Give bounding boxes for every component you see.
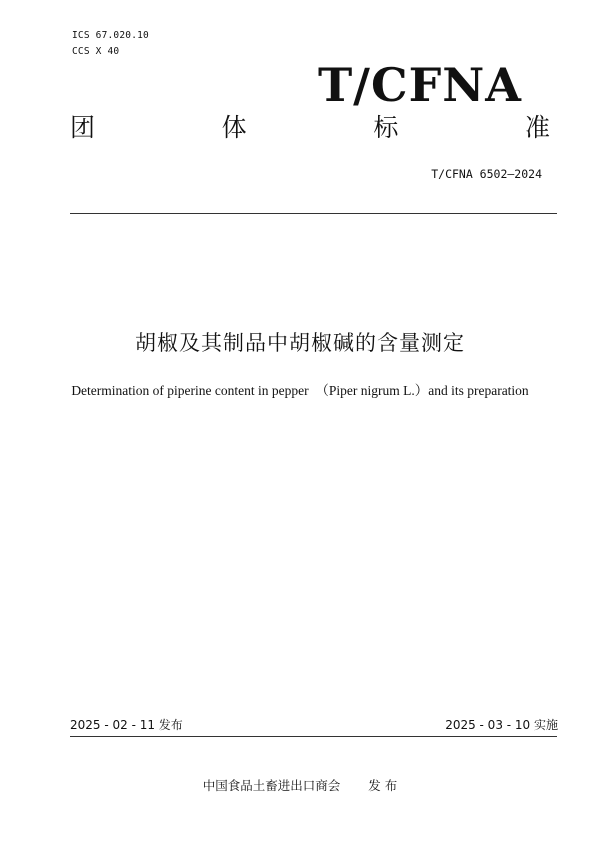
header-divider xyxy=(70,213,557,214)
cfna-logo: T/CFNA xyxy=(317,58,522,112)
english-title: Determination of piperine content in pepper （Piper nigrum L.）and its preparation xyxy=(71,383,529,398)
standard-type-char: 团 xyxy=(70,113,96,142)
release-date: 2025 - 02 - 11 发布 xyxy=(70,718,183,732)
chinese-title: 胡椒及其制品中胡椒碱的含量测定 xyxy=(135,331,465,355)
publisher-line xyxy=(0,776,600,794)
standard-type-char: 标 xyxy=(373,113,399,142)
standard-type-char: 准 xyxy=(524,113,550,142)
ccs-code: CCS X 40 xyxy=(72,46,120,57)
standard-number: T/CFNA 6502—2024 xyxy=(431,167,542,181)
standard-type-char: 体 xyxy=(221,113,247,142)
publisher-action: 发 布 xyxy=(368,778,398,793)
implementation-date: 2025 - 03 - 10 实施 xyxy=(445,718,558,732)
standard-type-heading xyxy=(70,115,550,140)
ics-code: ICS 67.020.10 xyxy=(72,30,149,41)
publisher-name: 中国食品土畜进出口商会 xyxy=(202,778,341,793)
footer-divider xyxy=(70,736,557,737)
